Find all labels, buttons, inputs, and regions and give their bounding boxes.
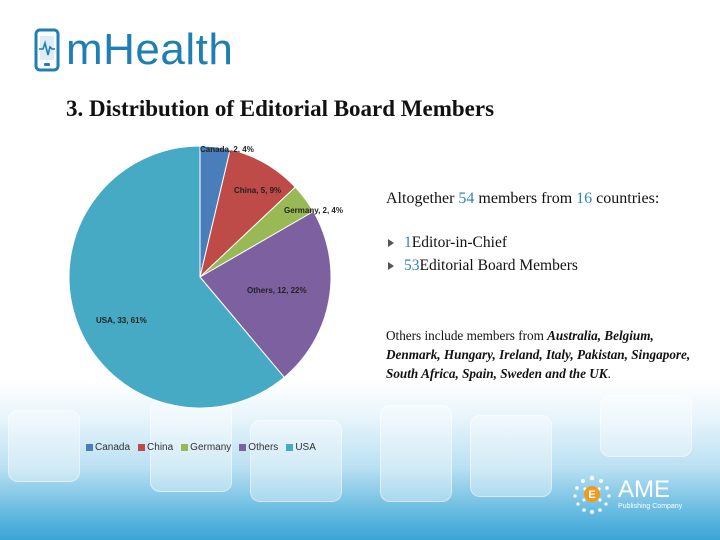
legend-label: China xyxy=(147,442,174,453)
legend-label: Germany xyxy=(190,442,232,453)
slide-title: 3. Distribution of Editorial Board Members xyxy=(66,96,495,121)
note-suffix: . xyxy=(607,366,611,381)
bullet-number: 53 xyxy=(404,256,420,274)
legend-label: USA xyxy=(295,442,316,453)
data-label-usa: USA, 33, 61% xyxy=(96,316,147,325)
dots-globe-icon xyxy=(572,474,612,514)
legend-item-germany xyxy=(181,442,231,453)
legend-item-china xyxy=(138,442,173,453)
arrow-bullet-icon xyxy=(388,262,394,270)
legend-swatch xyxy=(181,444,188,451)
legend-item-canada xyxy=(86,442,130,453)
legend-label: Canada xyxy=(95,442,131,453)
chart-legend xyxy=(86,442,316,453)
summary-suffix: countries: xyxy=(592,190,660,207)
legend-swatch xyxy=(286,444,293,451)
members-count: 54 xyxy=(458,190,475,207)
legend-item-usa xyxy=(286,442,316,453)
phone-heartbeat-icon xyxy=(34,28,60,72)
svg-text:E: E xyxy=(588,489,596,501)
countries-count: 16 xyxy=(576,190,593,207)
legend-swatch xyxy=(138,444,145,451)
logo-text: mHealth xyxy=(66,25,234,74)
ame-logo xyxy=(572,474,682,514)
bullet-text: Editor-in-Chief xyxy=(411,233,507,251)
list-item xyxy=(388,231,578,254)
bullet-text: Editorial Board Members xyxy=(419,256,578,274)
member-breakdown-list xyxy=(388,231,578,277)
data-label-china: China, 5, 9% xyxy=(234,186,282,195)
others-note xyxy=(386,326,706,383)
data-label-others: Others, 12, 22% xyxy=(247,286,307,295)
legend-item-others xyxy=(239,442,278,453)
legend-swatch xyxy=(86,444,93,451)
list-item xyxy=(388,254,578,277)
summary-prefix: Altogether xyxy=(386,190,459,207)
legend-label: Others xyxy=(248,442,279,453)
summary-middle: members from xyxy=(474,190,577,207)
pie-chart xyxy=(60,140,360,430)
arrow-bullet-icon xyxy=(388,239,394,247)
ame-brand: AME xyxy=(618,475,671,503)
mhealth-logo xyxy=(34,26,233,74)
legend-swatch xyxy=(239,444,246,451)
data-label-germany: Germany, 2, 4% xyxy=(284,206,343,215)
bullet-number: 1 xyxy=(404,233,412,251)
ame-tagline: Publishing Company xyxy=(618,502,683,510)
note-prefix: Others include members from xyxy=(386,328,548,343)
members-summary xyxy=(386,190,659,208)
data-label-canada: Canada, 2, 4% xyxy=(200,145,254,154)
note-countries: Australia, Belgium, Denmark, Hungary, Ireland, Italy, Pakistan, Singapore, South Africa, Spain, Sweden and the UK xyxy=(386,328,691,381)
